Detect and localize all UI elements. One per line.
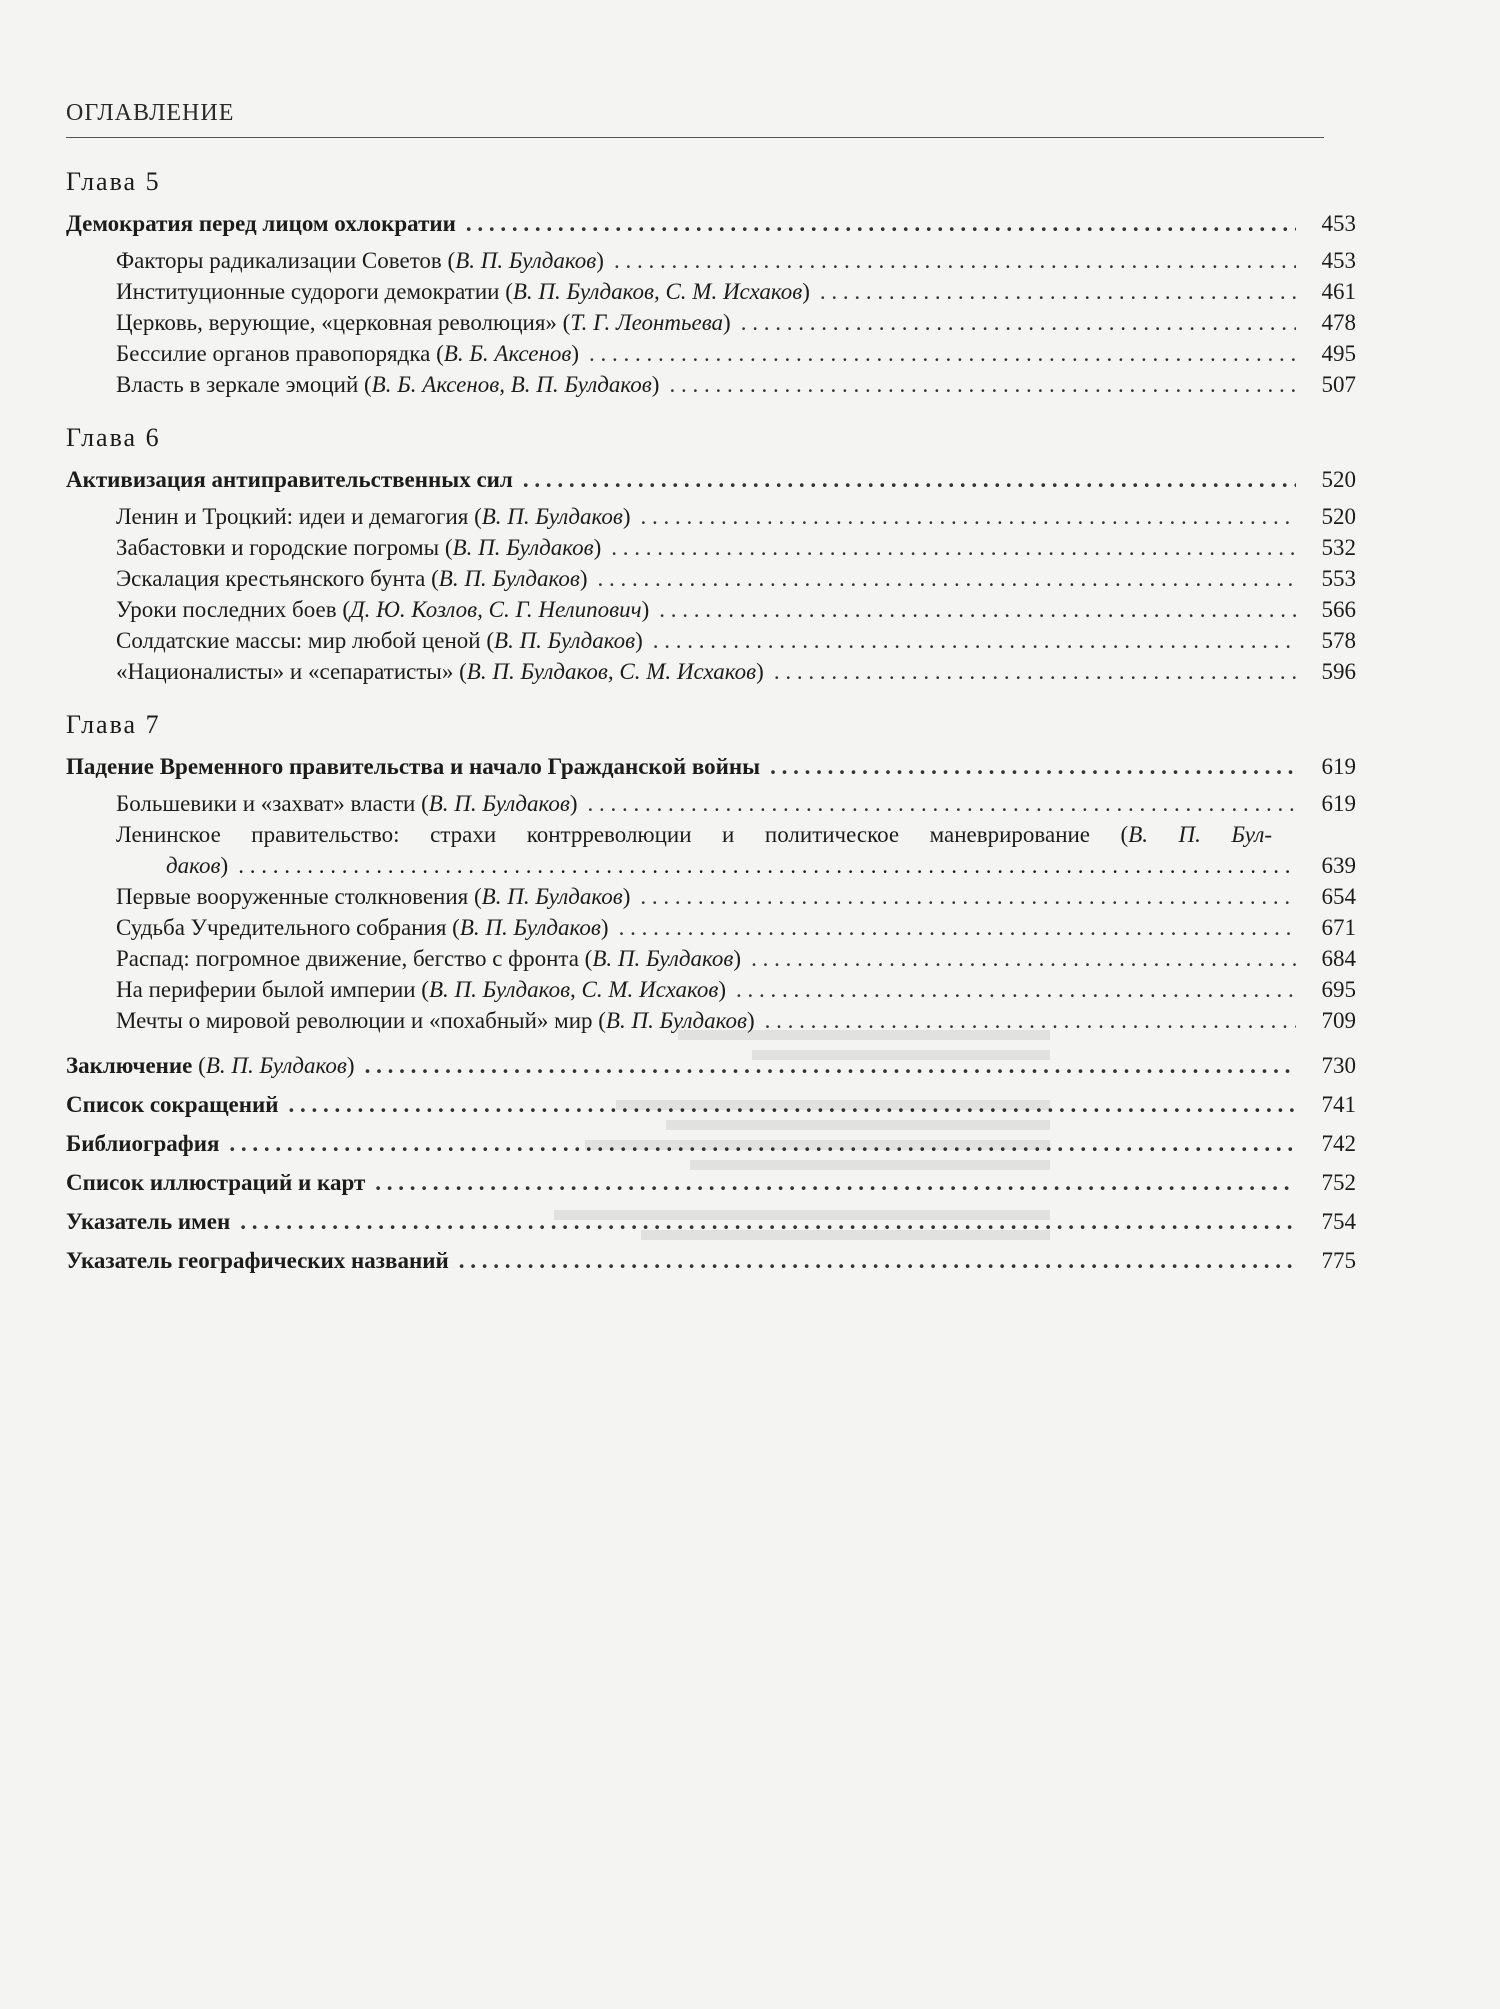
entry-author: В. П. Булдаков [481, 504, 623, 529]
chapter-6 [66, 422, 1356, 687]
toc-entry[interactable]: Власть в зеркале эмоций (В. Б. Аксенов, В. П. Булдаков) . . . 507 [66, 369, 1356, 400]
entry-author-continued: даков [166, 853, 221, 878]
leader-dots [588, 788, 1297, 819]
leader-dots [466, 208, 1296, 239]
leader-dots [375, 1167, 1296, 1198]
leader-dots [641, 501, 1297, 532]
entry-title: Факторы радикализации Советов ( [116, 248, 456, 273]
entry-title: Ленин и Троцкий: идеи и демагогия ( [116, 504, 482, 529]
page-number: 754 [1321, 1209, 1356, 1234]
entry-title: Эскалация крестьянского бунта ( [116, 566, 439, 591]
page-number: 553 [1321, 566, 1356, 591]
page-number: 596 [1321, 659, 1356, 684]
toc-entry-name-index[interactable] [66, 1206, 1356, 1237]
page-number: 495 [1321, 341, 1356, 366]
entry-author: В. П. Булдаков [494, 628, 636, 653]
page-number: 566 [1321, 597, 1356, 622]
page-number: 532 [1321, 535, 1356, 560]
entry-title: Заключение [66, 1053, 193, 1078]
leader-dots [288, 1089, 1296, 1120]
chapter-5 [66, 166, 1356, 400]
leader-dots [659, 594, 1296, 625]
leader-dots [774, 656, 1296, 687]
entry-author: В. П. Булдаков, С. М. Исхаков [512, 279, 803, 304]
toc-entry[interactable]: Забастовки и городские погромы (В. П. Булдаков) . . . 532 [66, 532, 1356, 563]
entry-title: Забастовки и городские погромы ( [116, 535, 453, 560]
toc-entry-bibliography[interactable] [66, 1128, 1356, 1159]
toc-entry[interactable]: Эскалация крестьянского бунта (В. П. Булдаков) . . . 553 [66, 563, 1356, 594]
leader-dots [614, 245, 1296, 276]
toc-entry[interactable]: «Националисты» и «сепаратисты» (В. П. Булдаков, С. М. Исхаков) . . . 596 [66, 656, 1356, 687]
entry-author: В. Б. Аксенов [443, 341, 572, 366]
toc-entry[interactable]: Большевики и «захват» власти (В. П. Булдаков) . . . 619 [66, 788, 1356, 819]
leader-dots [365, 1050, 1296, 1081]
page-number: 730 [1321, 1053, 1356, 1078]
toc-entry-abbreviations[interactable] [66, 1089, 1356, 1120]
toc-entry-main[interactable] [66, 751, 1356, 782]
toc-entry[interactable]: Ленин и Троцкий: идеи и демагогия (В. П. Булдаков) . . . 520 [66, 501, 1356, 532]
chapter-label: Глава 7 [66, 710, 161, 739]
entry-author: В. П. Булдаков, С. М. Исхаков [428, 977, 719, 1002]
toc-entry-illustrations[interactable] [66, 1167, 1356, 1198]
toc-entry-main[interactable] [66, 464, 1356, 495]
leader-dots [459, 1245, 1296, 1276]
entry-title: Список сокращений [66, 1092, 279, 1117]
entry-title: Указатель имен [66, 1209, 231, 1234]
page-number: 520 [1321, 504, 1356, 529]
entry-title: На периферии былой империи ( [116, 977, 429, 1002]
toc-entry-wrapped[interactable]: Ленинское правительство: страхи контрреволюции и политическое маневрирование (В. П. Бул- даков) . . . 639 [66, 819, 1356, 881]
entry-author: В. П. Булдаков [428, 791, 570, 816]
entry-author: В. П. Булдаков [459, 915, 601, 940]
entry-title: Бессилие органов правопорядка ( [116, 341, 444, 366]
entry-title: Указатель географических названий [66, 1248, 449, 1273]
toc-entry[interactable]: Институционные судороги демократии (В. П. Булдаков, С. М. Исхаков) . . . 461 [66, 276, 1356, 307]
page-number: 671 [1321, 915, 1356, 940]
entry-title: Ленинское правительство: страхи контрреволюции и политическое маневрирование ( [116, 822, 1129, 847]
toc-entry[interactable]: На периферии былой империи (В. П. Булдаков, С. М. Исхаков) . . . 695 [66, 974, 1356, 1005]
page-number: 741 [1321, 1092, 1356, 1117]
leader-dots [523, 464, 1296, 495]
page-number: 709 [1321, 1008, 1356, 1033]
page-number: 654 [1321, 884, 1356, 909]
entry-author: В. П. Булдаков [481, 884, 623, 909]
toc-entry[interactable]: Уроки последних боев (Д. Ю. Козлов, С. Г. Нелипович) . . . 566 [66, 594, 1356, 625]
page-number: 453 [1321, 248, 1356, 273]
entry-author: Т. Г. Леонтьева [570, 310, 724, 335]
toc-entry[interactable]: Церковь, верующие, «церковная революция» (Т. Г. Леонтьева) . . . 478 [66, 307, 1356, 338]
toc-entry-main[interactable] [66, 208, 1356, 239]
leader-dots [669, 369, 1296, 400]
leader-dots [741, 307, 1296, 338]
page-number: 619 [1321, 791, 1356, 816]
entry-author: В. П. Булдаков [592, 946, 734, 971]
page-number: 478 [1321, 310, 1356, 335]
page-number: 752 [1321, 1170, 1356, 1195]
entry-title: Большевики и «захват» власти ( [116, 791, 429, 816]
page-number: 684 [1321, 946, 1356, 971]
page-number: 453 [1321, 211, 1356, 236]
entry-author: В. П. Булдаков [205, 1053, 347, 1078]
entry-title: «Националисты» и «сепаратисты» ( [116, 659, 467, 684]
leader-dots [751, 943, 1296, 974]
leader-dots [229, 1128, 1296, 1159]
page-number: 578 [1321, 628, 1356, 653]
header-rule [66, 137, 1324, 138]
entry-title: Демократия перед лицом охлократии [66, 211, 456, 236]
toc-entry[interactable]: Первые вооруженные столкновения (В. П. Булдаков) . . . 654 [66, 881, 1356, 912]
entry-title: Список иллюстраций и карт [66, 1170, 366, 1195]
entry-title: Власть в зеркале эмоций ( [116, 372, 372, 397]
toc-entry[interactable]: Солдатские массы: мир любой ценой (В. П. Булдаков) . . . 578 [66, 625, 1356, 656]
toc-entry[interactable]: Судьба Учредительного собрания (В. П. Булдаков) . . . 671 [66, 912, 1356, 943]
entry-title: Первые вооруженные столкновения ( [116, 884, 482, 909]
leader-dots [611, 532, 1296, 563]
page-number: 507 [1321, 372, 1356, 397]
entry-author: В. П. Булдаков [605, 1008, 747, 1033]
entry-title: Активизация антиправительственных сил [66, 467, 513, 492]
chapter-label: Глава 5 [66, 167, 161, 196]
entry-title: Институционные судороги демократии ( [116, 279, 513, 304]
chapter-label: Глава 6 [66, 423, 161, 452]
entry-author: В. П. Булдаков [452, 535, 594, 560]
entry-title: Мечты о мировой революции и «похабный» мир ( [116, 1008, 606, 1033]
entry-title: Судьба Учредительного собрания ( [116, 915, 460, 940]
entry-author: В. П. Булдаков, С. М. Исхаков [466, 659, 757, 684]
toc-entry[interactable]: Распад: погромное движение, бегство с фронта (В. П. Булдаков) . . . 684 [66, 943, 1356, 974]
page-number: 619 [1321, 754, 1356, 779]
page-number: 742 [1321, 1131, 1356, 1156]
leader-dots [770, 751, 1296, 782]
entry-title: Уроки последних боев ( [116, 597, 350, 622]
leader-dots [240, 1206, 1296, 1237]
entry-title: Церковь, верующие, «церковная революция» ( [116, 310, 571, 335]
entry-author: В. П. Булдаков [455, 248, 597, 273]
toc-entry[interactable]: Бессилие органов правопорядка (В. Б. Аксенов) . . . 495 [66, 338, 1356, 369]
leader-dots [619, 912, 1296, 943]
entry-author: Д. Ю. Козлов, С. Г. Нелипович [350, 597, 642, 622]
entry-author: В. Б. Аксенов, В. П. Булдаков [371, 372, 652, 397]
running-head: ОГЛАВЛЕНИЕ [66, 100, 235, 126]
leader-dots [598, 563, 1296, 594]
entry-title: Распад: погромное движение, бегство с фронта ( [116, 946, 593, 971]
leader-dots [765, 1005, 1296, 1036]
back-matter [66, 1050, 1356, 1276]
toc-entry[interactable]: Факторы радикализации Советов (В. П. Булдаков) . . . 453 [66, 245, 1356, 276]
entry-author: В. П. Бул- [1128, 822, 1273, 847]
entry-title: Библиография [66, 1131, 220, 1156]
page-number: 461 [1321, 279, 1356, 304]
entry-title: Падение Временного правительства и начало Гражданской войны [66, 754, 761, 779]
page-number: 695 [1321, 977, 1356, 1002]
leader-dots [736, 974, 1296, 1005]
toc-entry-conclusion[interactable]: Заключение (В. П. Булдаков) . . . 730 [66, 1050, 1356, 1081]
chapter-7 [66, 709, 1356, 1036]
leader-dots [589, 338, 1296, 369]
page-number: 639 [1321, 853, 1356, 878]
page-number: 775 [1321, 1248, 1356, 1273]
leader-dots [640, 881, 1296, 912]
table-of-contents [66, 166, 1356, 1284]
entry-author: В. П. Булдаков [438, 566, 580, 591]
leader-dots [820, 276, 1296, 307]
entry-title: Солдатские массы: мир любой ценой ( [116, 628, 495, 653]
toc-entry-geo-index[interactable] [66, 1245, 1356, 1276]
toc-entry[interactable]: Мечты о мировой революции и «похабный» мир (В. П. Булдаков) . . . 709 [66, 1005, 1356, 1036]
leader-dots [238, 850, 1296, 881]
page-number: 520 [1321, 467, 1356, 492]
leader-dots [653, 625, 1296, 656]
